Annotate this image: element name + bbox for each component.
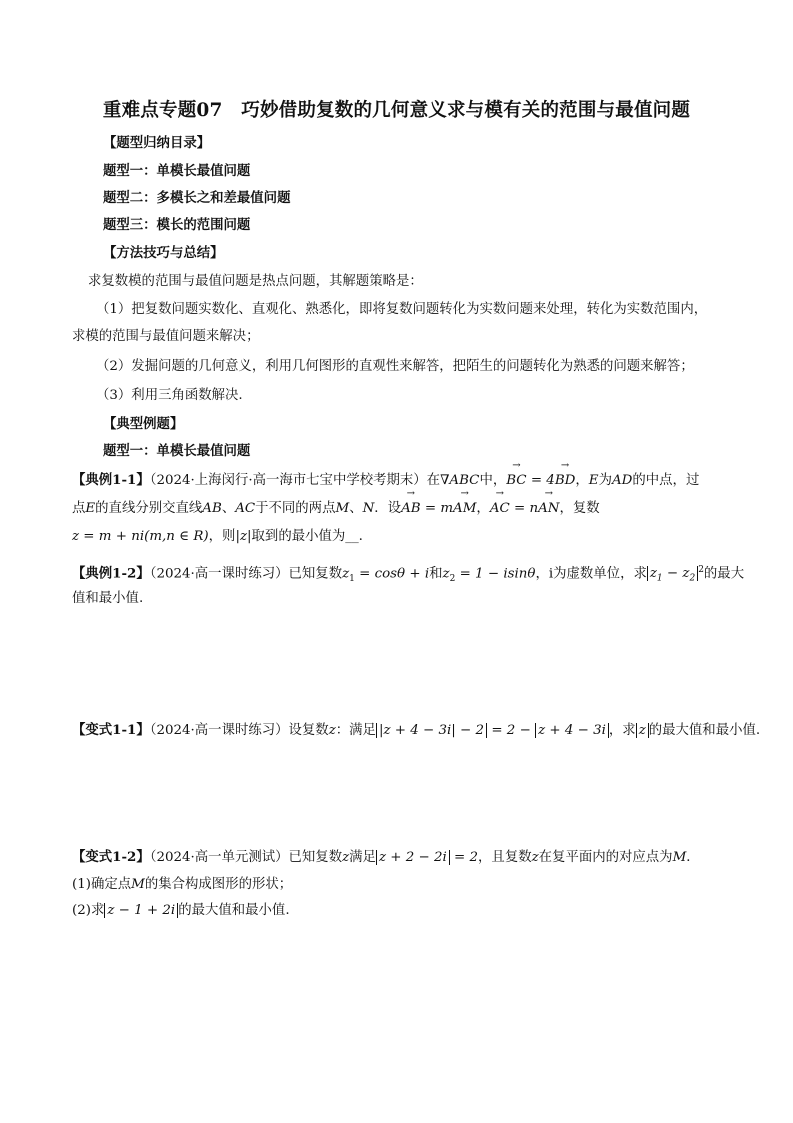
toc-header: 【题型归纳目录】 — [103, 135, 211, 151]
type-1-heading: 题型一：单模长最值问题 — [103, 443, 251, 459]
modulus-expression: $z_1 - z_2$ — [647, 566, 698, 581]
example-1-1-line-2: 点E的直线分别交直线AB、AC于不同的两点M、N．设→ AB = m→ AM，→ AC = n→ AN，复数 — [72, 500, 600, 518]
modulus-expression: z — [636, 723, 649, 738]
example-1-2-line-2: 值和最小值. — [72, 591, 144, 606]
example-tag: 【典例1-2】 — [72, 565, 150, 582]
modulus-expression: z + 2 − 2i — [376, 850, 450, 865]
modulus-expression: z + 4 − 3i — [535, 723, 609, 738]
variant-1-1-line-1: 【变式1-1】（2024·高一课时练习）设复数z：满足 |z + 4 − 3i| − 2 = 2 − z + 4 − 3i ，求 z 的最大值和最小值. — [72, 722, 761, 738]
toc-item-2: 题型二：多模长之和差最值问题 — [103, 190, 291, 206]
toc-item-1: 题型一：单模长最值问题 — [103, 163, 251, 179]
method-point-1-line-1: （1）把复数问题实数化、直观化、熟悉化，即将复数问题转化为实数问题来处理，转化为实数范围内， — [96, 302, 708, 317]
method-point-1-line-2: 求模的范围与最值问题来解决； — [72, 329, 260, 344]
modulus-expression: |z + 4 − 3i| − 2 — [376, 723, 487, 738]
method-point-2: （2）发掘问题的几何意义，利用几何图形的直观性来解答，把陌生的问题转化为熟悉的问题来解答； — [96, 359, 694, 374]
example-tag: 【变式1-1】 — [72, 722, 150, 738]
example-tag: 【变式1-2】 — [72, 849, 150, 865]
example-1-1-line-3: z = m + ni(m,n ∈ R)，则|z|取到的最小值为__. — [72, 529, 363, 544]
method-intro: 求复数模的范围与最值问题是热点问题，其解题策略是： — [88, 274, 423, 289]
example-1-1-line-1: 【典例1-1】（2024·上海闵行·高一海市七宝中学校考期末）在∇ABC中，→ BC = 4→ BD，E为AD的中点，过 — [72, 471, 699, 490]
example-1-2-line-1: 【典例1-2】（2024·高一课时练习）已知复数$z_1 = \cos\theta + i$和$z_2 = 1 - isin\theta$，i为虚数单位，求 $z_1 - z_2^2$的最大 — [72, 565, 745, 585]
variant-1-2-question-1: (1)确定点M的集合构成图形的形状； — [72, 877, 293, 892]
variant-1-2-question-2: (2)求 z − 1 + 2i 的最大值和最小值. — [72, 903, 290, 918]
variant-1-2-line-1: 【变式1-2】（2024·高一单元测试）已知复数z满足 z + 2 − 2i = 2，且复数z在复平面内的对应点为M． — [72, 849, 700, 865]
modulus-expression: z − 1 + 2i — [104, 903, 178, 918]
method-header: 【方法技巧与总结】 — [103, 245, 224, 261]
examples-header: 【典型例题】 — [103, 416, 184, 432]
example-tag: 【典例1-1】 — [72, 472, 150, 488]
toc-item-3: 题型三：模长的范围问题 — [103, 217, 251, 233]
method-point-3: （3）利用三角函数解决. — [96, 388, 243, 403]
page-title: 重难点专题07 巧妙借助复数的几何意义求与模有关的范围与最值问题 — [102, 100, 691, 121]
